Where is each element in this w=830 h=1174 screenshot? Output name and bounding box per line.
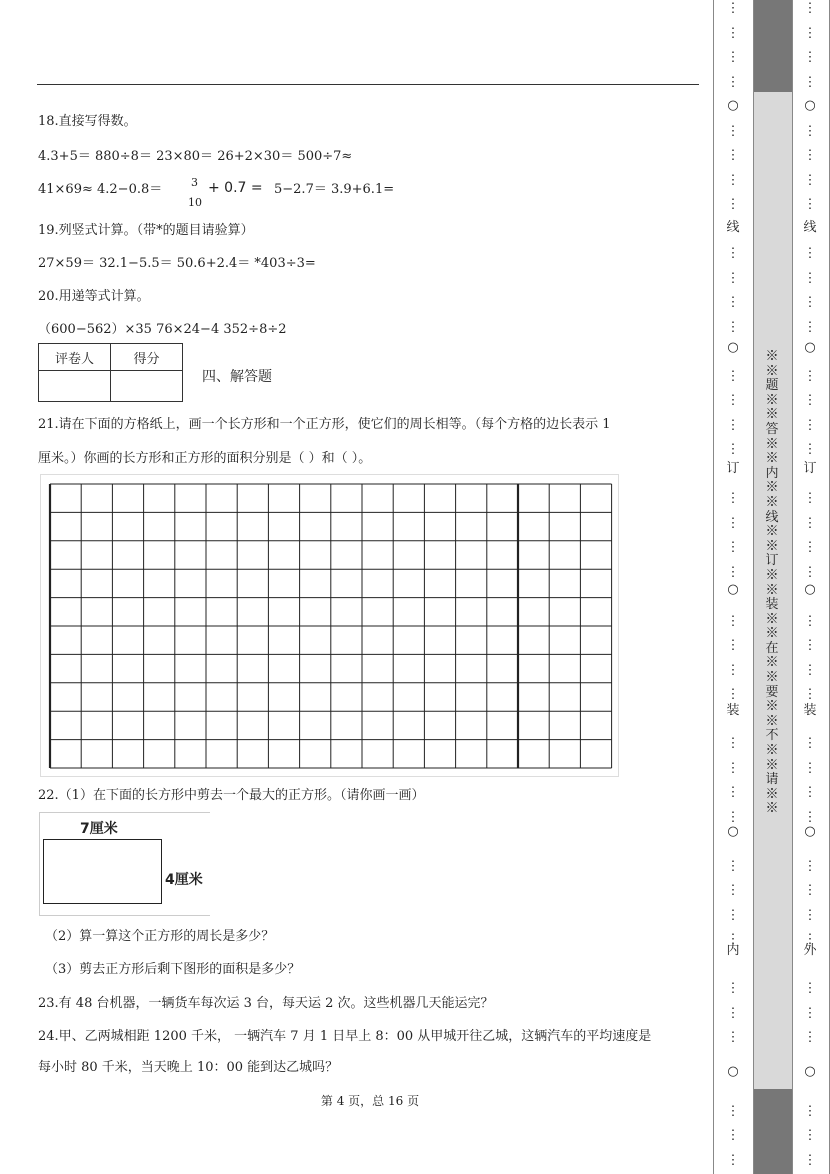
- grader-cell[interactable]: [39, 371, 111, 402]
- binding-inner-dots: ⋮: [726, 442, 740, 457]
- q23: 23.有 48 台机器，一辆货车每次运 3 台，每天运 2 次。这些机器几天能运完？: [38, 996, 494, 1011]
- binding-outer-dots: ⋮: [803, 981, 817, 996]
- section-heading: 四、解答题: [202, 369, 272, 385]
- binding-outer-dots: ⋮: [803, 858, 817, 874]
- binding-outer-label: 线: [803, 220, 817, 235]
- q19-row: 27×59＝ 32.1−5.5＝ 50.6+2.4＝ *403÷3=: [38, 256, 316, 271]
- q24-line1: 24.甲、乙两城相距 1200 千米， 一辆汽车 7 月 1 日早上 8：00 从甲城开往乙城，这辆汽车的平均速度是: [38, 1029, 652, 1044]
- binding-inner-circle-mark: ○: [727, 824, 739, 839]
- grid-paper-frame: [40, 474, 619, 777]
- binding-outer-label: 装: [803, 703, 817, 718]
- score-cell[interactable]: [111, 371, 183, 402]
- binding-inner-dots: ⋮: [726, 491, 740, 506]
- binding-outer-dots: ⋮: [803, 442, 817, 457]
- binding-outer-dots: ⋮: [803, 638, 817, 653]
- binding-inner-label: 装: [726, 703, 740, 718]
- binding-divider-left: [753, 0, 754, 1174]
- binding-inner-dots: ⋮: [726, 907, 740, 923]
- binding-inner-circle-mark: ○: [727, 340, 739, 355]
- q22-line1: 22.（1）在下面的长方形中剪去一个最大的正方形。（请你画一画）: [38, 788, 425, 803]
- binding-outer-dots: ⋮: [803, 1030, 817, 1045]
- binding-outer-dots: ⋮: [803, 883, 817, 898]
- binding-outer-dots: ⋮: [803, 907, 817, 923]
- q22-part3: （3）剪去正方形后剩下图形的面积是多少？: [45, 962, 301, 977]
- binding-outer-dots: ⋮: [803, 197, 817, 212]
- binding-inner-dots: ⋮: [726, 25, 740, 41]
- width-label: 7厘米: [80, 821, 118, 837]
- binding-inner-dots: ⋮: [726, 515, 740, 531]
- binding-inner-dots: ⋮: [726, 858, 740, 874]
- binding-inner-dots: ⋮: [726, 662, 740, 678]
- binding-inner-dots: ⋮: [726, 123, 740, 139]
- grid-paper[interactable]: [41, 475, 618, 776]
- binding-outer-dots: ⋮: [803, 809, 817, 825]
- binding-inner-circle-mark: ○: [727, 1064, 739, 1079]
- binding-inner-circle-mark: ○: [727, 582, 739, 597]
- q18-row2c: 5−2.7＝ 3.9+6.1=: [274, 182, 395, 197]
- binding-outer-dots: ⋮: [803, 1, 817, 16]
- score-header-grader: 评卷人: [39, 344, 111, 371]
- binding-outer-dots: ⋮: [803, 393, 817, 408]
- score-table: [38, 343, 183, 402]
- binding-outer-dots: ⋮: [803, 25, 817, 41]
- binding-outer-dots: ⋮: [803, 368, 817, 384]
- binding-inner-dots: ⋮: [726, 148, 740, 163]
- binding-inner-dots: ⋮: [726, 638, 740, 653]
- binding-gray-top: [753, 0, 793, 92]
- binding-outer-circle-mark: ○: [804, 98, 816, 113]
- binding-outer-dots: ⋮: [803, 74, 817, 90]
- binding-inner-dots: ⋮: [726, 417, 740, 433]
- binding-outer-circle-mark: ○: [804, 340, 816, 355]
- binding-inner-dots: ⋮: [726, 564, 740, 580]
- q21-line2: 厘米。）你画的长方形和正方形的面积分别是（ ）和（ ）。: [38, 451, 372, 466]
- binding-inner-label: 线: [726, 220, 740, 235]
- binding-inner-dots: ⋮: [726, 295, 740, 310]
- score-header-score: 得分: [111, 344, 183, 371]
- binding-outer-label: 订: [803, 461, 817, 476]
- binding-outer-circle-mark: ○: [804, 824, 816, 839]
- q24-line2: 每小时 80 千米，当天晚上 10：00 能到达乙城吗？: [38, 1060, 339, 1075]
- q18-plus-term: + 0.7 =: [208, 180, 263, 196]
- binding-inner-column: [724, 0, 742, 1174]
- binding-outer-dots: ⋮: [803, 662, 817, 678]
- binding-inner-dots: ⋮: [726, 270, 740, 286]
- height-label: 4厘米: [165, 872, 203, 888]
- binding-inner-dots: ⋮: [726, 50, 740, 65]
- binding-inner-dots: ⋮: [726, 736, 740, 751]
- page-footer: 第 4 页，总 16 页: [320, 1094, 420, 1108]
- q20-title: 20.用递等式计算。: [38, 289, 150, 304]
- binding-outer-dots: ⋮: [803, 50, 817, 65]
- binding-outer-column: [801, 0, 819, 1174]
- binding-inner-dots: ⋮: [726, 368, 740, 384]
- binding-inner-label: 内: [726, 943, 740, 958]
- binding-outer-dots: ⋮: [803, 1005, 817, 1021]
- binding-inner-dots: ⋮: [726, 1128, 740, 1143]
- binding-inner-dots: ⋮: [726, 932, 740, 947]
- binding-inner-dots: ⋮: [726, 74, 740, 90]
- q18-row1: 4.3+5＝ 880÷8＝ 23×80＝ 26+2×30＝ 500÷7≈: [38, 149, 353, 164]
- fraction-denominator: 10: [188, 196, 202, 209]
- q19-title: 19.列竖式计算。（带*的题目请验算）: [38, 223, 254, 238]
- binding-outer-dots: ⋮: [803, 123, 817, 139]
- binding-inner-dots: ⋮: [726, 1103, 740, 1119]
- binding-inner-dots: ⋮: [726, 1030, 740, 1045]
- binding-outer-dots: ⋮: [803, 613, 817, 629]
- binding-outer-circle-mark: ○: [804, 582, 816, 597]
- binding-inner-dots: ⋮: [726, 1, 740, 16]
- binding-outer-dots: ⋮: [803, 1152, 817, 1168]
- binding-divider-right: [792, 0, 793, 1174]
- binding-outer-circle-mark: ○: [804, 1064, 816, 1079]
- binding-outer-dots: ⋮: [803, 417, 817, 433]
- binding-inner-dots: ⋮: [726, 785, 740, 800]
- binding-inner-label: 订: [726, 461, 740, 476]
- q18-row2a: 41×69≈ 4.2−0.8＝: [38, 182, 163, 197]
- binding-outer-dots: ⋮: [803, 540, 817, 555]
- binding-outer-dots: ⋮: [803, 148, 817, 163]
- binding-outer-dots: ⋮: [803, 270, 817, 286]
- binding-inner-dots: ⋮: [726, 197, 740, 212]
- binding-outer-dots: ⋮: [803, 932, 817, 947]
- binding-inner-dots: ⋮: [726, 883, 740, 898]
- binding-inner-dots: ⋮: [726, 1005, 740, 1021]
- binding-inner-dots: ⋮: [726, 393, 740, 408]
- binding-inner-dots: ⋮: [726, 809, 740, 825]
- binding-outer-label: 外: [803, 943, 817, 958]
- binding-warning-text: ※※题※※答※※内※※线※※订※※装※※在※※要※※不※※请※※: [765, 349, 779, 817]
- rectangle-figure[interactable]: [43, 839, 162, 904]
- fraction-numerator: 3: [191, 176, 198, 189]
- binding-inner-dots: ⋮: [726, 540, 740, 555]
- binding-outer-dots: ⋮: [803, 295, 817, 310]
- q21-line1: 21.请在下面的方格纸上，画一个长方形和一个正方形，使它们的周长相等。（每个方格的边长表示 1: [38, 417, 611, 432]
- binding-inner-dots: ⋮: [726, 687, 740, 702]
- binding-outer-dots: ⋮: [803, 319, 817, 335]
- header-rule: [37, 84, 699, 85]
- binding-inner-dots: ⋮: [726, 172, 740, 188]
- binding-outer-dots: ⋮: [803, 687, 817, 702]
- binding-inner-dots: ⋮: [726, 613, 740, 629]
- binding-inner-dots: ⋮: [726, 319, 740, 335]
- binding-outer-dots: ⋮: [803, 1103, 817, 1119]
- binding-outer-dots: ⋮: [803, 785, 817, 800]
- binding-outer-dots: ⋮: [803, 491, 817, 506]
- binding-outer-dots: ⋮: [803, 564, 817, 580]
- binding-outer-dots: ⋮: [803, 760, 817, 776]
- q20-row: （600−562）×35 76×24−4 352÷8÷2: [38, 322, 287, 337]
- q22-part2: （2）算一算这个正方形的周长是多少？: [45, 929, 275, 944]
- binding-inner-dots: ⋮: [726, 760, 740, 776]
- binding-inner-circle-mark: ○: [727, 98, 739, 113]
- binding-outer-dots: ⋮: [803, 1128, 817, 1143]
- binding-inner-dots: ⋮: [726, 1152, 740, 1168]
- binding-gray-bottom: [753, 1089, 793, 1174]
- binding-outer-dots: ⋮: [803, 515, 817, 531]
- binding-outer-dots: ⋮: [803, 246, 817, 261]
- binding-outer-dots: ⋮: [803, 172, 817, 188]
- q18-title: 18.直接写得数。: [38, 114, 137, 129]
- binding-inner-dots: ⋮: [726, 246, 740, 261]
- binding-inner-dots: ⋮: [726, 981, 740, 996]
- binding-outer-dots: ⋮: [803, 736, 817, 751]
